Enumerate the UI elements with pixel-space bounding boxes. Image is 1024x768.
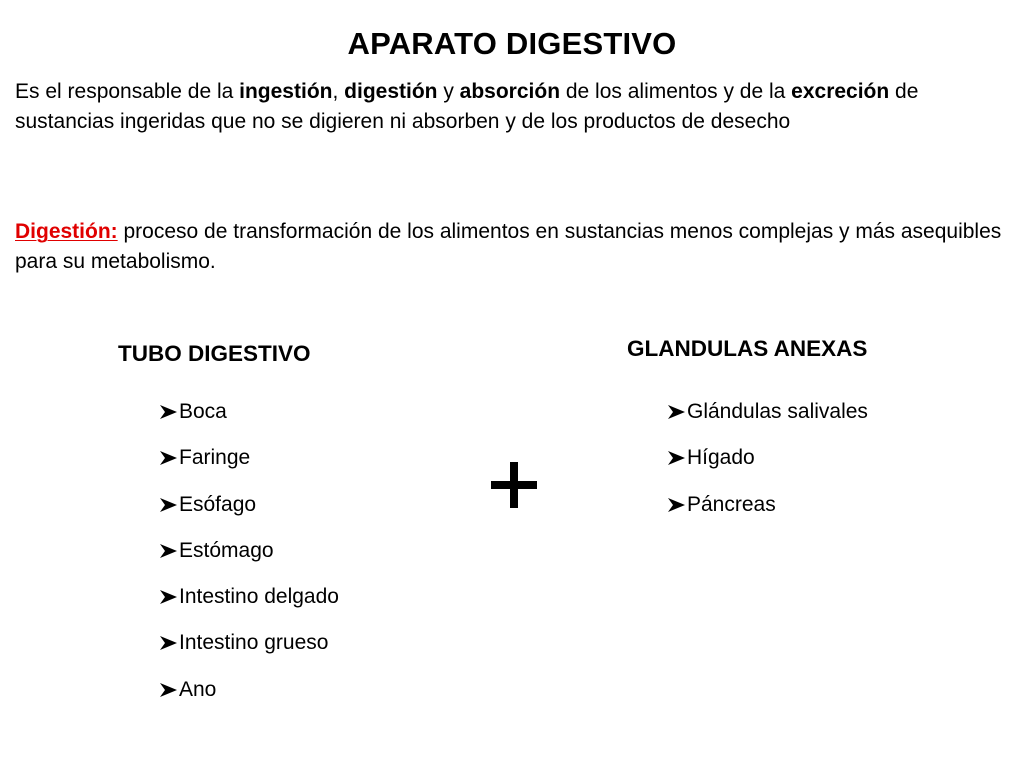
list-item-label: Faringe bbox=[179, 446, 251, 470]
tubo-digestivo-heading: TUBO DIGESTIVO bbox=[118, 341, 311, 366]
list-item-label: Esófago bbox=[179, 492, 257, 516]
arrow-bullet-icon bbox=[160, 590, 177, 604]
list-item bbox=[160, 400, 339, 446]
term-ingestion: ingestión bbox=[239, 80, 333, 103]
glandulas-anexas-list bbox=[668, 400, 868, 539]
intro-paragraph bbox=[15, 77, 1015, 136]
definition-paragraph bbox=[15, 217, 1015, 276]
definition-term: Digestión: bbox=[15, 220, 118, 243]
arrow-bullet-icon bbox=[160, 498, 177, 512]
arrow-bullet-icon bbox=[160, 636, 177, 650]
intro-text-1: Es el responsable de la bbox=[15, 80, 240, 103]
plus-icon bbox=[491, 456, 537, 514]
arrow-bullet-icon bbox=[160, 544, 177, 558]
list-item-label: Intestino grueso bbox=[179, 631, 329, 655]
arrow-bullet-icon bbox=[668, 451, 685, 465]
list-item-label: Hígado bbox=[687, 446, 755, 470]
list-item-label: Intestino delgado bbox=[179, 585, 339, 609]
term-absorcion: absorción bbox=[459, 80, 561, 103]
intro-text-4: de los alimentos y de la bbox=[560, 80, 792, 103]
arrow-bullet-icon bbox=[668, 405, 685, 419]
list-item bbox=[668, 400, 868, 446]
list-item-label: Boca bbox=[179, 400, 227, 423]
list-item-label: Páncreas bbox=[687, 492, 776, 516]
arrow-bullet-icon bbox=[160, 451, 177, 465]
term-excrecion: excreción bbox=[791, 80, 890, 103]
list-item bbox=[668, 446, 868, 492]
list-item bbox=[668, 493, 868, 539]
intro-text-2: , bbox=[332, 80, 345, 103]
tubo-digestivo-list bbox=[160, 400, 339, 724]
intro-text-5: de sustancias ingeridas que no se digieren ni absorben y de los productos de desecho bbox=[15, 80, 919, 133]
intro-text-3: y bbox=[437, 80, 460, 103]
list-item-label: Estómago bbox=[179, 538, 274, 562]
slide-title: APARATO DIGESTIVO bbox=[347, 26, 677, 61]
list-item-label: Glándulas salivales bbox=[687, 400, 868, 423]
term-digestion: digestión bbox=[344, 80, 438, 103]
list-item bbox=[160, 678, 339, 724]
list-item bbox=[160, 585, 339, 631]
list-item bbox=[160, 493, 339, 539]
list-item bbox=[160, 631, 339, 677]
definition-text: proceso de transformación de los alimentos en sustancias menos complejas y más asequibles para su metabolismo. bbox=[15, 220, 1002, 273]
arrow-bullet-icon bbox=[160, 405, 177, 419]
list-item bbox=[160, 539, 339, 585]
list-item-label: Ano bbox=[179, 677, 217, 701]
arrow-bullet-icon bbox=[668, 498, 685, 512]
list-item bbox=[160, 446, 339, 492]
arrow-bullet-icon bbox=[160, 683, 177, 697]
glandulas-anexas-heading: GLANDULAS ANEXAS bbox=[627, 336, 868, 361]
